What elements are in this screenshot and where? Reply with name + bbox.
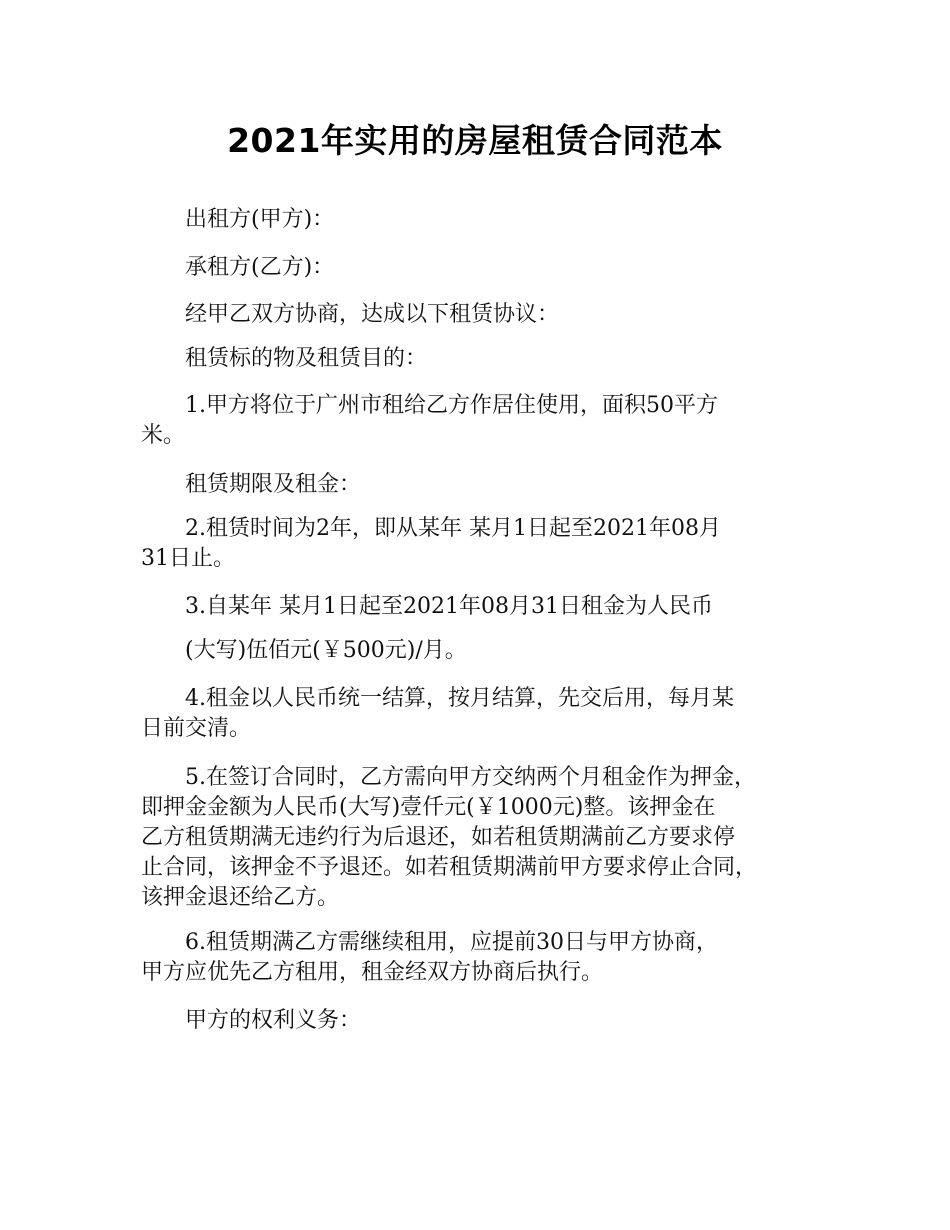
paragraph-agreement-intro: 经甲乙双方协商，达成以下租赁协议： bbox=[141, 302, 560, 327]
paragraph-clause-3-continued: (大写)伍佰元(￥500元)/月。 bbox=[141, 638, 467, 663]
paragraph-clause-4: 4.租金以人民币统一结算，按月结算，先交后用，每月某 日前交清。 bbox=[141, 686, 734, 741]
paragraph-lessor-rights-heading: 甲方的权利义务： bbox=[141, 1008, 362, 1033]
paragraph-clause-3: 3.自某年 某月1日起至2021年08月31日租金为人民币 bbox=[141, 594, 713, 619]
paragraph-clause-5: 5.在签订合同时，乙方需向甲方交纳两个月租金作为押金， 即押金金额为人民币(大写)壹仟元(￥1000元)整。该押金在 乙方租赁期满无违约行为后退还，如若租赁期满前乙方要求停 止合同，该押金不予退还。如若租赁期满前甲方要求停止合同， 该押金退还给乙方。 bbox=[141, 765, 758, 910]
paragraph-clause-6: 6.租赁期满乙方需继续租用，应提前30日与甲方协商， 甲方应优先乙方租用，租金经双方协商后执行。 bbox=[141, 930, 718, 985]
paragraph-lessor: 出租方(甲方)： bbox=[141, 207, 335, 232]
paragraph-clause-2: 2.租赁时间为2年，即从某年 某月1日起至2021年08月 31日止。 bbox=[141, 516, 721, 571]
paragraph-lease-subject-heading: 租赁标的物及租赁目的： bbox=[141, 346, 428, 371]
document-title: 2021年实用的房屋租赁合同范本 bbox=[227, 121, 723, 160]
paragraph-lease-term-heading: 租赁期限及租金： bbox=[141, 472, 362, 497]
paragraph-clause-1: 1.甲方将位于广州市租给乙方作居住使用，面积50平方 米。 bbox=[141, 393, 718, 448]
paragraph-lessee: 承租方(乙方)： bbox=[141, 255, 335, 280]
